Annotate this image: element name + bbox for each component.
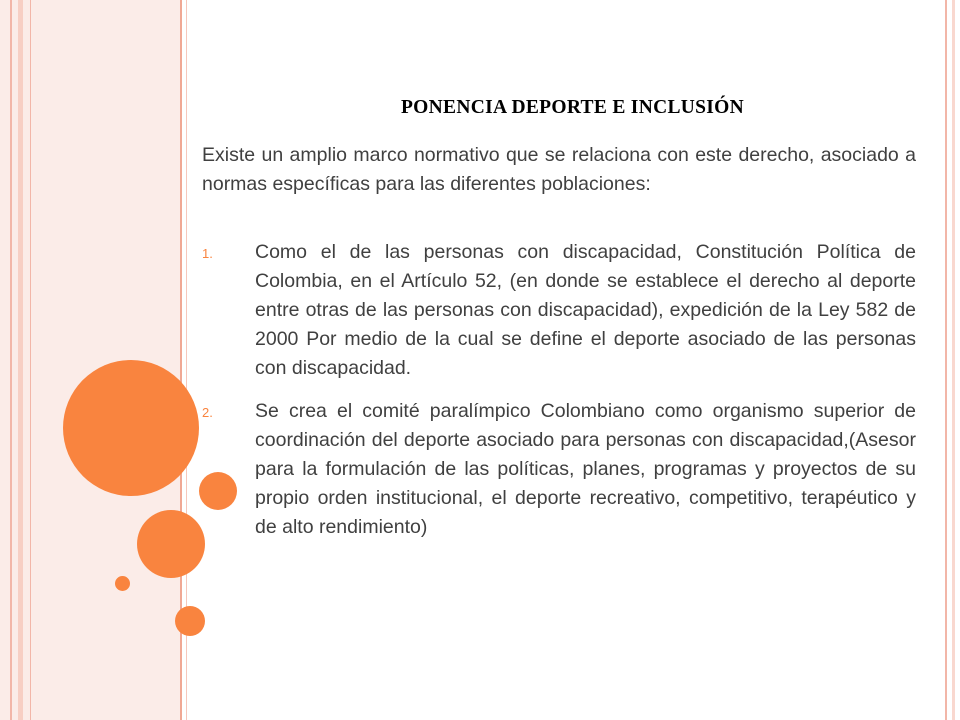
decorative-circle-tiny <box>115 576 130 591</box>
decorative-circle-small <box>175 606 205 636</box>
list-item-text: Se crea el comité paralímpico Colombiano como organismo superior de coordinación del deporte asociado para personas con discapacidad,(Asesor para la formulación de las políticas, planes, programas y proyectos de su propio orden institucional, el deporte recreativo, competitivo, terapéutico y de alto rendimiento) <box>255 400 916 538</box>
list-item <box>202 238 916 383</box>
slide-title: PONENCIA DEPORTE E INCLUSIÓN <box>400 97 745 118</box>
decorative-vertical-line <box>10 0 12 720</box>
list-item-number: 2. <box>202 405 213 420</box>
intro-paragraph: Existe un amplio marco normativo que se relaciona con este derecho, asociado a normas específicas para las diferentes poblaciones: <box>202 144 916 195</box>
list-item-text: Como el de las personas con discapacidad, Constitución Política de Colombia, en el Artículo 52, (en donde se establece el derecho al deporte entre otras de las personas con discapacidad), expedición de la Ley 582 de 2000 Por medio de la cual se define el deporte asociado de las personas con discapacidad. <box>255 241 916 379</box>
decorative-vertical-line <box>18 0 23 720</box>
decorative-right-line <box>945 0 947 720</box>
left-decorative-band <box>0 0 180 720</box>
decorative-right-line <box>952 0 955 720</box>
decorative-circle-large <box>63 360 199 496</box>
numbered-list <box>202 238 916 542</box>
list-item-number: 1. <box>202 246 213 261</box>
decorative-vertical-line <box>30 0 31 720</box>
list-item <box>202 397 916 542</box>
decorative-circle-medium <box>137 510 205 578</box>
